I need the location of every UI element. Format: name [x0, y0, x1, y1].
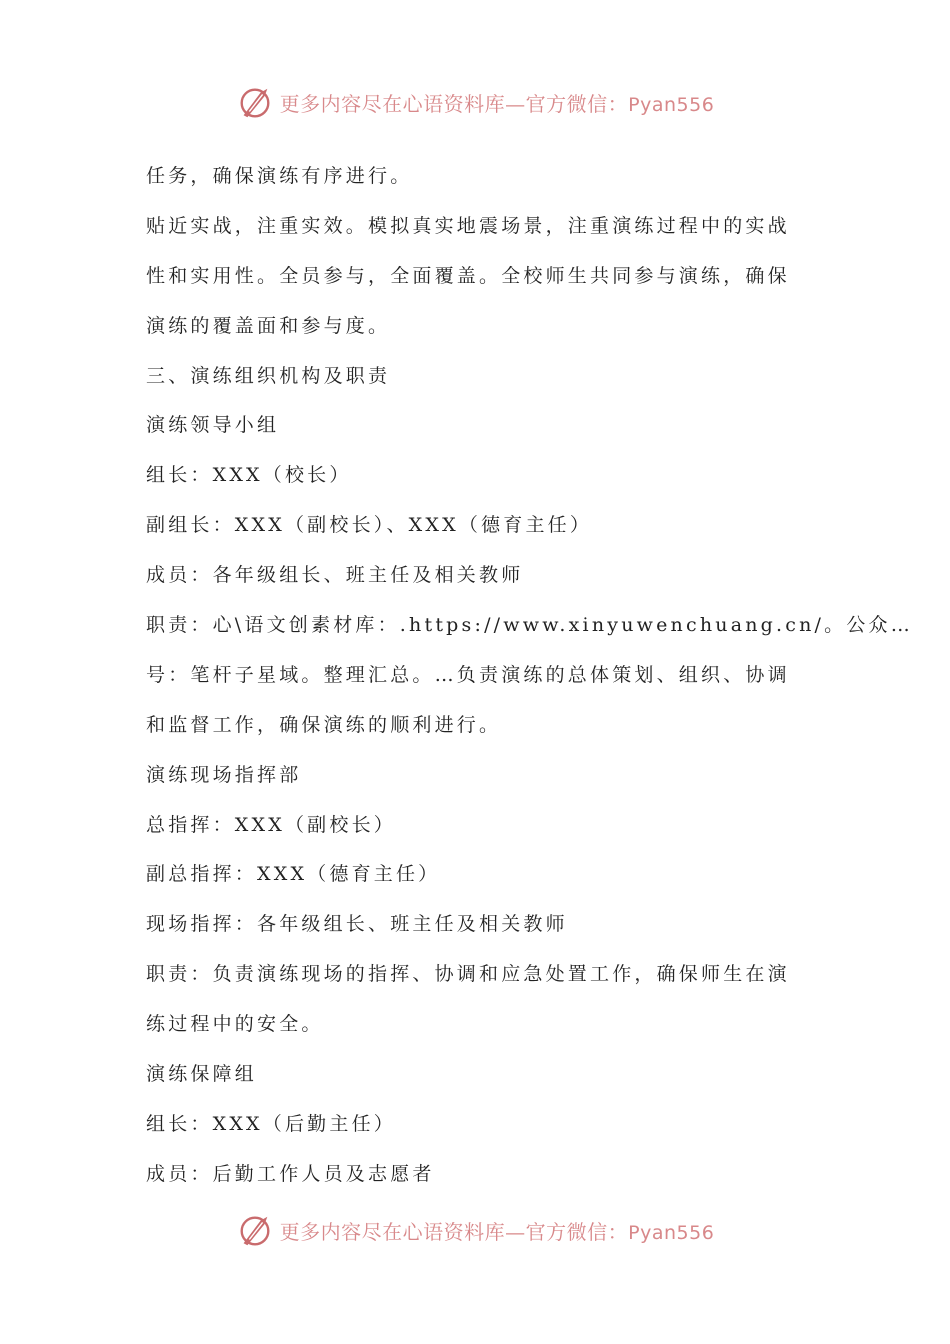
text-line: 和监督工作，确保演练的顺利进行。	[146, 713, 502, 736]
text-line: 组长：XXX（后勤主任）	[146, 1112, 396, 1135]
text-line: 任务，确保演练有序进行。	[146, 165, 413, 187]
footer-banner	[0, 1210, 950, 1250]
text-line: 职责：心\语文创素材库：.https://www.xinyuwenchuang.cn/。公众…	[146, 614, 913, 637]
text-line: 组长：XXX（校长）	[146, 464, 352, 487]
pen-nib-logo-icon	[236, 83, 274, 121]
subsection-heading: 演练领导小组	[146, 414, 280, 437]
text-line: 演练的覆盖面和参与度。	[146, 314, 391, 337]
subsection-heading: 演练现场指挥部	[146, 763, 302, 786]
text-line: 性和实用性。全员参与，全面覆盖。全校师生共同参与演练，确保	[146, 264, 790, 287]
banner-text: 更多内容尽在心语资料库—官方微信：Pyan556	[279, 91, 715, 116]
document-body	[146, 152, 913, 1200]
text-line: 现场指挥：各年级组长、班主任及相关教师	[146, 913, 568, 936]
text-line: 成员：各年级组长、班主任及相关教师	[146, 564, 524, 587]
text-line: 练过程中的安全。	[146, 1013, 324, 1036]
text-line: 贴近实战，注重实效。模拟真实地震场景，注重演练过程中的实战	[146, 214, 790, 237]
subsection-heading: 演练保障组	[146, 1063, 258, 1086]
banner-text: 更多内容尽在心语资料库—官方微信：Pyan556	[279, 1219, 715, 1244]
text-line: 副组长：XXX（副校长）、XXX（德育主任）	[146, 514, 593, 537]
header-banner	[0, 82, 950, 122]
text-line: 号：笔杆子星域。整理汇总。…负责演练的总体策划、组织、协调	[146, 663, 790, 686]
text-line: 职责：负责演练现场的指挥、协调和应急处置工作，确保师生在演	[146, 963, 790, 986]
section-heading: 三、演练组织机构及职责	[146, 364, 391, 387]
text-line: 成员：后勤工作人员及志愿者	[146, 1162, 435, 1185]
text-line: 总指挥：XXX（副校长）	[146, 813, 396, 836]
text-line: 副总指挥：XXX（德育主任）	[146, 863, 441, 886]
pen-nib-logo-icon	[236, 1211, 274, 1249]
